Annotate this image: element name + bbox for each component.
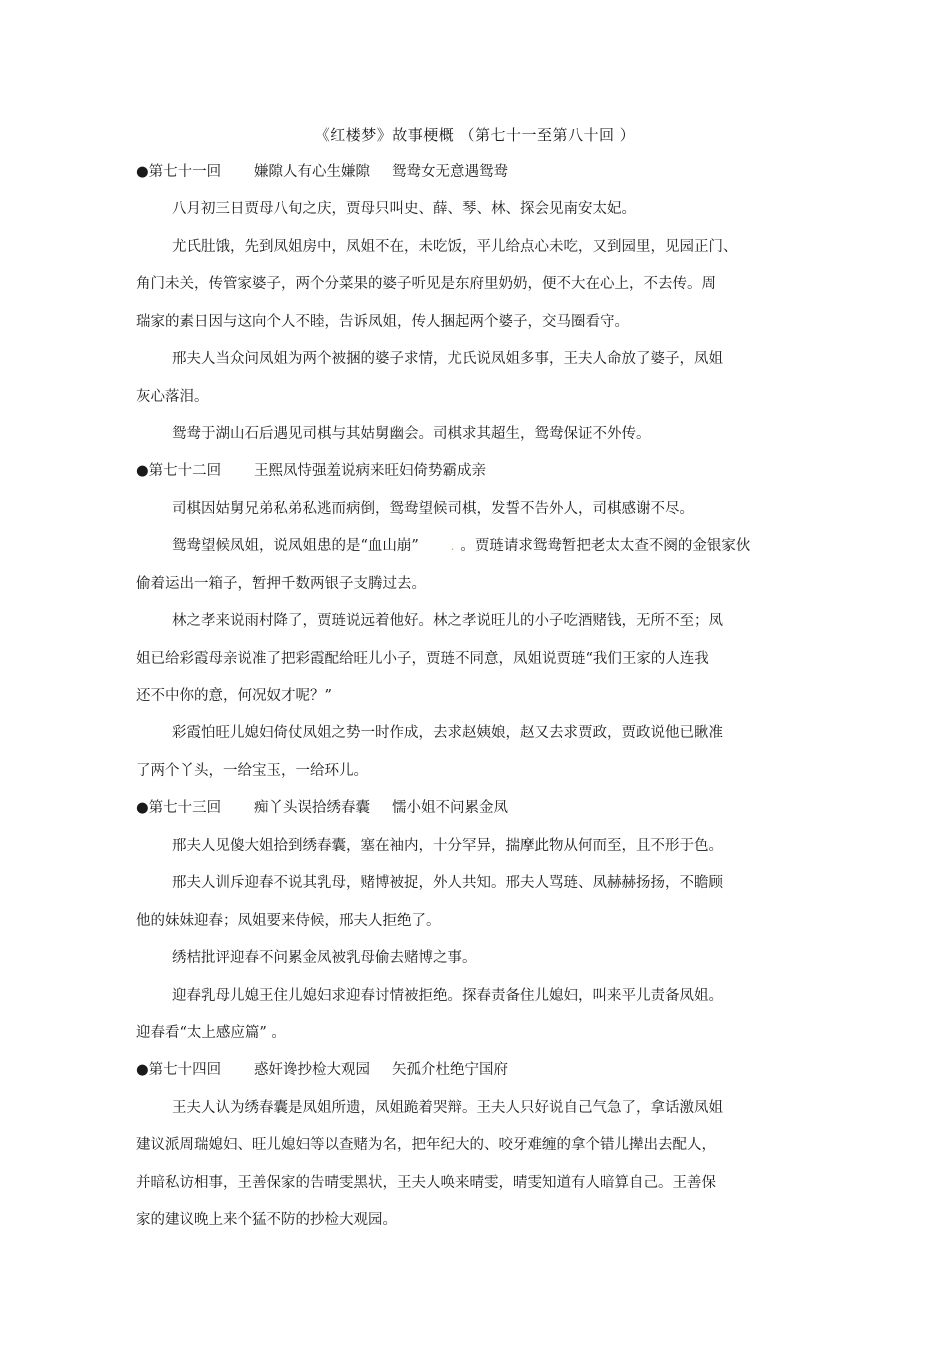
chapter-72-title: 王熙凤恃强羞说病来旺妇倚势霸成亲 (254, 463, 486, 479)
paragraph-73d-line1: 迎春乳母儿媳王住儿媳妇求迎春讨情被拒绝。探春责备住儿媳妇，叫来平儿责备凤姐。 (172, 988, 723, 1004)
paragraph-73c: 绣桔批评迎春不问累金凤被乳母偷去赌博之事。 (172, 950, 477, 966)
document-title: 《红楼梦》故事梗概 （第七十一至第八十回 ） (314, 126, 636, 144)
chapter-72-heading (136, 461, 486, 481)
chapter-74-title-first: 惑奸谗抄检大观园 (254, 1062, 370, 1078)
chapter-73-title-second: 懦小姐不问累金凤 (392, 800, 508, 816)
chapter-73-heading (136, 798, 508, 818)
chapter-71-title-first: 嫌隙人有心生嫌隙 (254, 164, 370, 180)
paragraph-71b-line1: 尤氏肚饿，先到凤姐房中，凤姐不在，未吃饭，平儿给点心未吃，又到园里，见园正门、 (172, 239, 738, 255)
paragraph-72b-line1 (172, 536, 750, 557)
paragraph-72b-part2: 。贾琏请求鸳鸯暂把老太太查不阕的金银家伙 (460, 538, 751, 554)
chapter-71-title-second: 鸳鸯女无意遇鸳鸯 (392, 164, 508, 180)
paragraph-74a-line4: 家的建议晚上来个猛不防的抄检大观园。 (136, 1212, 397, 1228)
chapter-71-number: ●第七十一回 (136, 164, 222, 180)
paragraph-72c-line2: 姐已给彩霞母亲说准了把彩霞配给旺儿小子，贾琏不同意，凤姐说贾琏“我们王家的人连我 (136, 651, 709, 667)
paragraph-73a: 邢夫人见傻大姐拾到绣春囊，塞在袖内，十分罕异，揣摩此物从何而至，且不形于色。 (172, 838, 723, 854)
paragraph-71a: 八月初三日贾母八旬之庆，贾母只叫史、薛、琴、林、探会见南安太妃。 (172, 201, 636, 217)
paragraph-72a: 司棋因姑舅兄弟私弟私逃而病倒，鸳鸯望候司棋，发誓不告外人，司棋感谢不尽。 (172, 501, 694, 517)
paragraph-71b-line3: 瑞家的素日因与这向个人不睦，告诉凤姐，传人捆起两个婆子，交马圈看守。 (136, 314, 629, 330)
paragraph-72c-line3: 还不中你的意，何况奴才呢？” (136, 688, 332, 704)
chapter-74-number: ●第七十四回 (136, 1062, 222, 1078)
stray-mark: . (450, 540, 455, 553)
paragraph-72d-line2: 了两个丫头，一给宝玉，一给环儿。 (136, 763, 368, 779)
paragraph-74a-line1: 王夫人认为绣春囊是凤姐所遗，凤姐跪着哭辩。王夫人只好说自己气急了，拿话激凤姐 (172, 1100, 723, 1116)
paragraph-71b-line2: 角门未关，传管家婆子，两个分菜果的婆子听见是东府里奶奶，便不大在心上，不去传。周 (136, 276, 716, 292)
paragraph-73d-line2: 迎春看“太上感应篇” 。 (136, 1025, 286, 1041)
chapter-74-title-second: 矢孤介杜绝宁国府 (392, 1062, 508, 1078)
paragraph-74a-line3: 并暗私访相事，王善保家的告晴雯黑状，王夫人唤来晴雯，晴雯知道有人暗算自己。王善保 (136, 1175, 716, 1191)
chapter-71-heading (136, 162, 508, 182)
paragraph-72b-line2: 偷着运出一箱子，暂押千数两银子支腾过去。 (136, 576, 426, 592)
chapter-73-title-first: 痴丫头误拾绣春囊 (254, 800, 370, 816)
paragraph-74a-line2: 建议派周瑞媳妇、旺儿媳妇等以查赌为名，把年纪大的、咬牙难缠的拿个错儿撵出去配人， (136, 1137, 716, 1153)
paragraph-71d: 鸳鸯于湖山石后遇见司棋与其姑舅幽会。司棋求其超生，鸳鸯保证不外传。 (172, 426, 651, 442)
chapter-72-number: ●第七十二回 (136, 463, 222, 479)
paragraph-72d-line1: 彩霞怕旺儿媳妇倚仗凤姐之势一时作成，去求赵姨娘，赵又去求贾政，贾政说他已瞅准 (172, 725, 723, 741)
paragraph-73b-line2: 他的妹妹迎春；凤姐要来侍候，邢夫人拒绝了。 (136, 913, 441, 929)
paragraph-73b-line1: 邢夫人训斥迎春不说其乳母，赌博被捉，外人共知。邢夫人骂琏、凤赫赫扬扬，不瞻顾 (172, 875, 723, 891)
paragraph-71c-line1: 邢夫人当众问凤姐为两个被捆的婆子求情，尤氏说凤姐多事，王夫人命放了婆子，凤姐 (172, 351, 723, 367)
chapter-74-heading (136, 1060, 508, 1080)
paragraph-71c-line2: 灰心落泪。 (136, 389, 209, 405)
chapter-73-number: ●第七十三回 (136, 800, 222, 816)
paragraph-72b-part1: 鸳鸯望候凤姐，说凤姐患的是“血山崩” (172, 538, 419, 554)
paragraph-72c-line1: 林之孝来说雨村降了，贾琏说远着他好。林之孝说旺儿的小子吃酒赌钱，无所不至；凤 (172, 613, 723, 629)
